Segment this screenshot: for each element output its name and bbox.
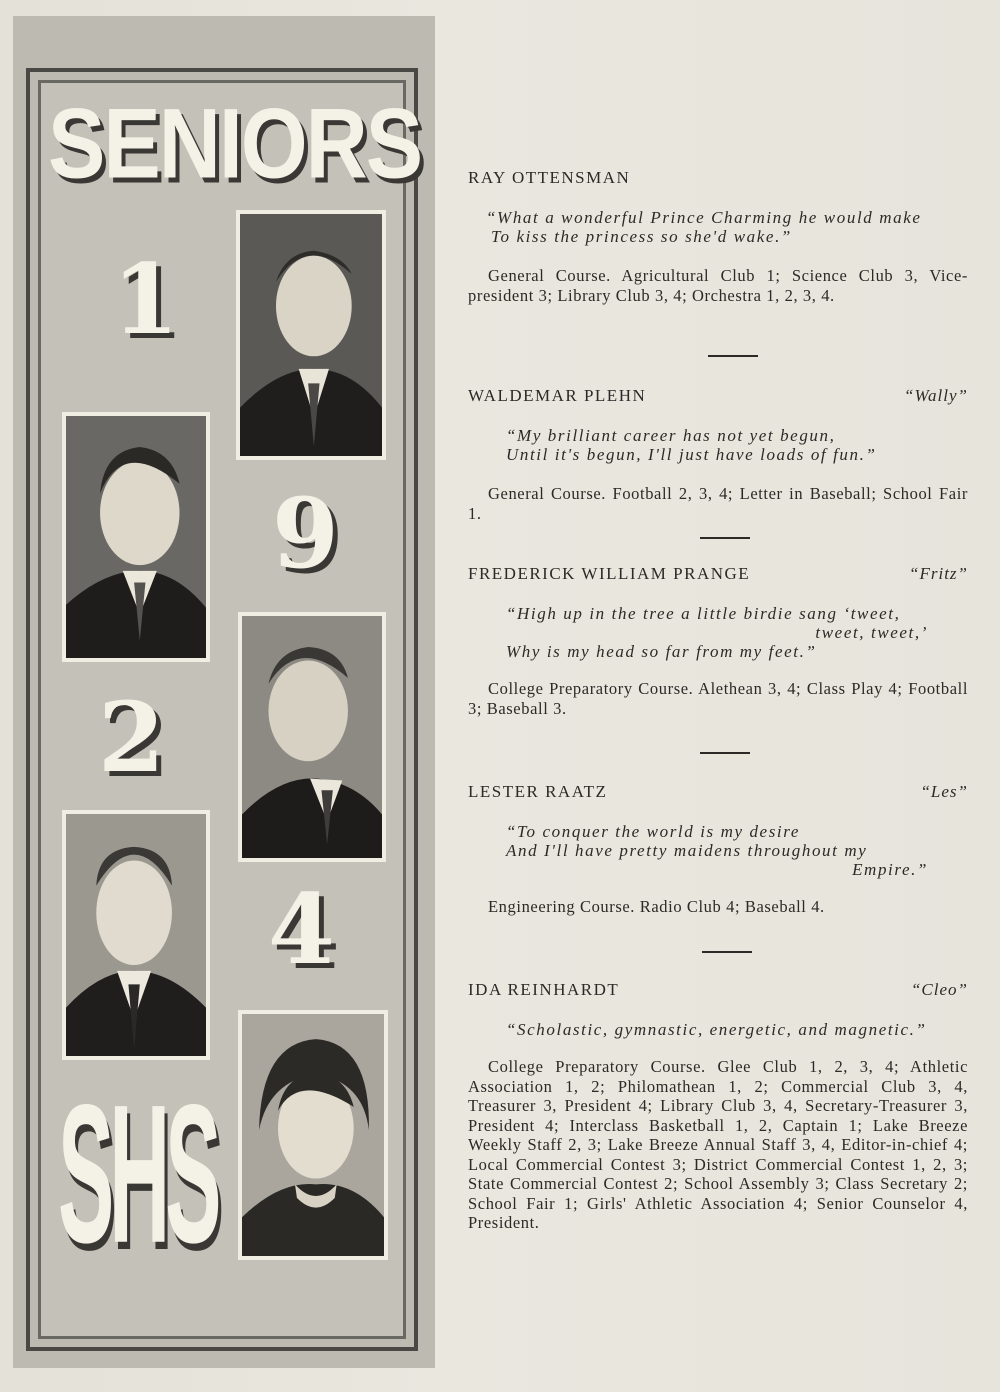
entry-waldemar-plehn [468, 386, 968, 523]
student-nickname: “Cleo” [910, 980, 968, 999]
student-name: IDA REINHARDT [468, 980, 620, 999]
entry-ida-reinhardt [468, 980, 968, 1233]
student-record: College Preparatory Course. Glee Club 1, 2, 3, 4; Athletic Association 1, 2; Philomathean 1, 2; Commercial Club 3, 4, Treasurer 3, President 4; Library Club 3, 4, Secretary-Treasurer 3, President 4; Interclass Basketball 1, 2, Captain 1; Lake Breeze Weekly Staff 2, 3; Lake Breeze Annual Staff 3, 4, Editor-in-chief 4; Local Commercial Contest 3; District Commercial Contest 1, 2, 3; State Commercial Contest 2; School Assembly 3; Class Secretary 2; School Fair 1; Girls' Athletic Association 4; Senior Counselor 4, President. [468, 1057, 968, 1232]
year-digit-4: 4 [268, 873, 335, 986]
student-quote: “To conquer the world is my desire And I'll have pretty maidens throughout my Empire.” [506, 822, 928, 879]
entry-frederick-prange [468, 564, 968, 718]
entry-ray-ottensman [468, 168, 968, 305]
entry-divider [702, 951, 752, 953]
student-record: Engineering Course. Radio Club 4; Baseball 4. [488, 897, 825, 916]
student-name: RAY OTTENSMAN [468, 168, 631, 187]
entry-divider [708, 355, 758, 357]
student-name: LESTER RAATZ [468, 782, 608, 801]
student-nickname: “Fritz” [909, 564, 968, 583]
student-record: General Course. Agricultural Club 1; Science Club 3, Vice-president 3; Library Club 3, 4; Orchestra 1, 2, 3, 4. [468, 266, 968, 305]
year-digit-2: 9 [272, 477, 339, 590]
portrait-waldemar-plehn [62, 412, 210, 662]
student-record: General Course. Football 2, 3, 4; Letter in Baseball; School Fair 1. [468, 484, 968, 523]
student-name: WALDEMAR PLEHN [468, 386, 647, 405]
portrait-ray-ottensman [236, 210, 386, 460]
student-quote: “High up in the tree a little birdie sang ‘tweet, tweet, tweet,’ Why is my head so far from my feet.” [506, 604, 928, 661]
entry-lester-raatz [468, 782, 968, 917]
student-record: College Preparatory Course. Alethean 3, 4; Class Play 4; Football 3; Baseball 3. [468, 679, 968, 718]
banner-title: SENIORS [48, 89, 422, 200]
entry-divider [700, 537, 750, 539]
student-nickname: “Les” [920, 782, 968, 801]
year-digit-3: 2 [98, 681, 165, 794]
student-name: FREDERICK WILLIAM PRANGE [468, 564, 751, 583]
portrait-lester-raatz [62, 810, 210, 1060]
school-initials: SHS [58, 1063, 217, 1284]
year-digit-1: 1 [112, 243, 179, 356]
student-nickname: “Wally” [903, 386, 968, 405]
entry-divider [700, 752, 750, 754]
portrait-frederick-prange [238, 612, 386, 862]
portrait-ida-reinhardt [238, 1010, 388, 1260]
student-quote: “My brilliant career has not yet begun, Until it's begun, I'll just have loads of fun.” [506, 426, 877, 464]
student-quote: “Scholastic, gymnastic, energetic, and magnetic.” [506, 1020, 927, 1039]
student-quote: “What a wonderful Prince Charming he would make To kiss the princess so she'd wake.” [486, 208, 922, 246]
